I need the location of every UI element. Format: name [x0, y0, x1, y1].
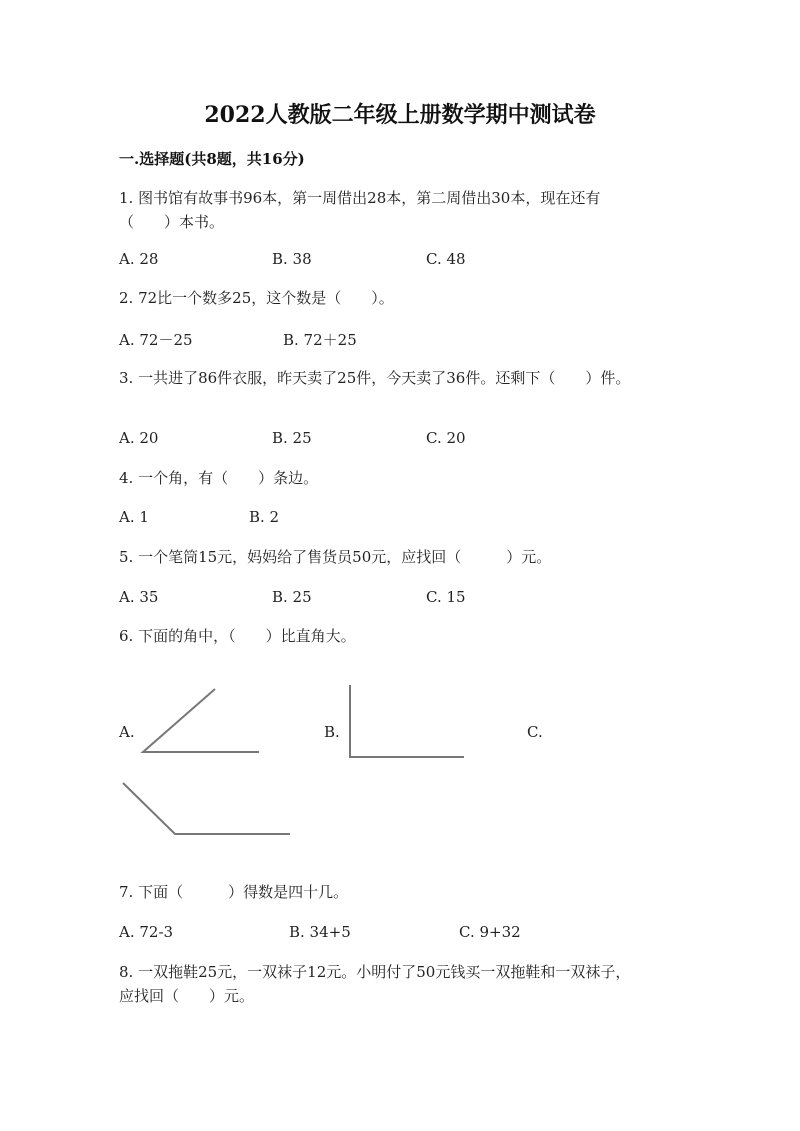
question-6-option-b: B. [324, 723, 340, 741]
question-4-option-b: B. 2 [249, 508, 280, 526]
question-1-option-b: B. 38 [272, 250, 312, 268]
question-3-option-a: A. 20 [119, 429, 159, 447]
question-1-option-a: A. 28 [119, 250, 159, 268]
question-5-option-c: C. 15 [426, 588, 466, 606]
page-title: 2022人教版二年级上册数学期中测试卷 [204, 102, 596, 128]
question-1-option-c: C. 48 [426, 250, 466, 268]
question-6-option-a: A. [119, 723, 135, 741]
question-6-option-c: C. [527, 723, 543, 741]
question-6-stem: 6. 下面的角中，（ ）比直角大。 [119, 627, 356, 645]
question-7-option-a: A. 72-3 [119, 923, 174, 941]
question-3-option-c: C. 20 [426, 429, 466, 447]
acute-angle-figure [143, 689, 259, 752]
question-2-option-a: A. 72－25 [119, 331, 193, 349]
question-4-stem: 4. 一个角，有（ ）条边。 [119, 469, 319, 487]
question-2-stem: 2. 72比一个数多25，这个数是（ ）。 [119, 289, 394, 307]
section-heading: 一.选择题(共8题，共16分) [119, 150, 305, 168]
question-7-option-c: C. 9+32 [459, 923, 521, 941]
question-3-option-b: B. 25 [272, 429, 312, 447]
question-2-option-b: B. 72＋25 [283, 331, 357, 349]
right-angle-figure [350, 685, 464, 757]
question-7-stem: 7. 下面（ ）得数是四十几。 [119, 883, 349, 901]
question-3-stem: 3. 一共进了86件衣服，昨天卖了25件，今天卖了36件。还剩下（ ）件。 [119, 369, 631, 387]
question-8-stem-line1: 8. 一双拖鞋25元，一双袜子12元。小明付了50元钱买一双拖鞋和一双袜子， [119, 963, 631, 981]
question-8 [119, 960, 679, 1008]
question-8-stem-line2: 应找回（ ）元。 [119, 987, 255, 1005]
question-7-option-b: B. 34+5 [289, 923, 351, 941]
question-1-stem-line1: 1. 图书馆有故事书96本，第一周借出28本，第二周借出30本，现在还有 [119, 189, 601, 207]
question-5-option-b: B. 25 [272, 588, 312, 606]
question-1-stem-line2: （ ）本书。 [119, 213, 225, 231]
question-5-option-a: A. 35 [119, 588, 159, 606]
question-4-option-a: A. 1 [119, 508, 149, 526]
obtuse-angle-figure [123, 783, 290, 834]
question-5-stem: 5. 一个笔筒15元，妈妈给了售货员50元，应找回（ ）元。 [119, 548, 552, 566]
